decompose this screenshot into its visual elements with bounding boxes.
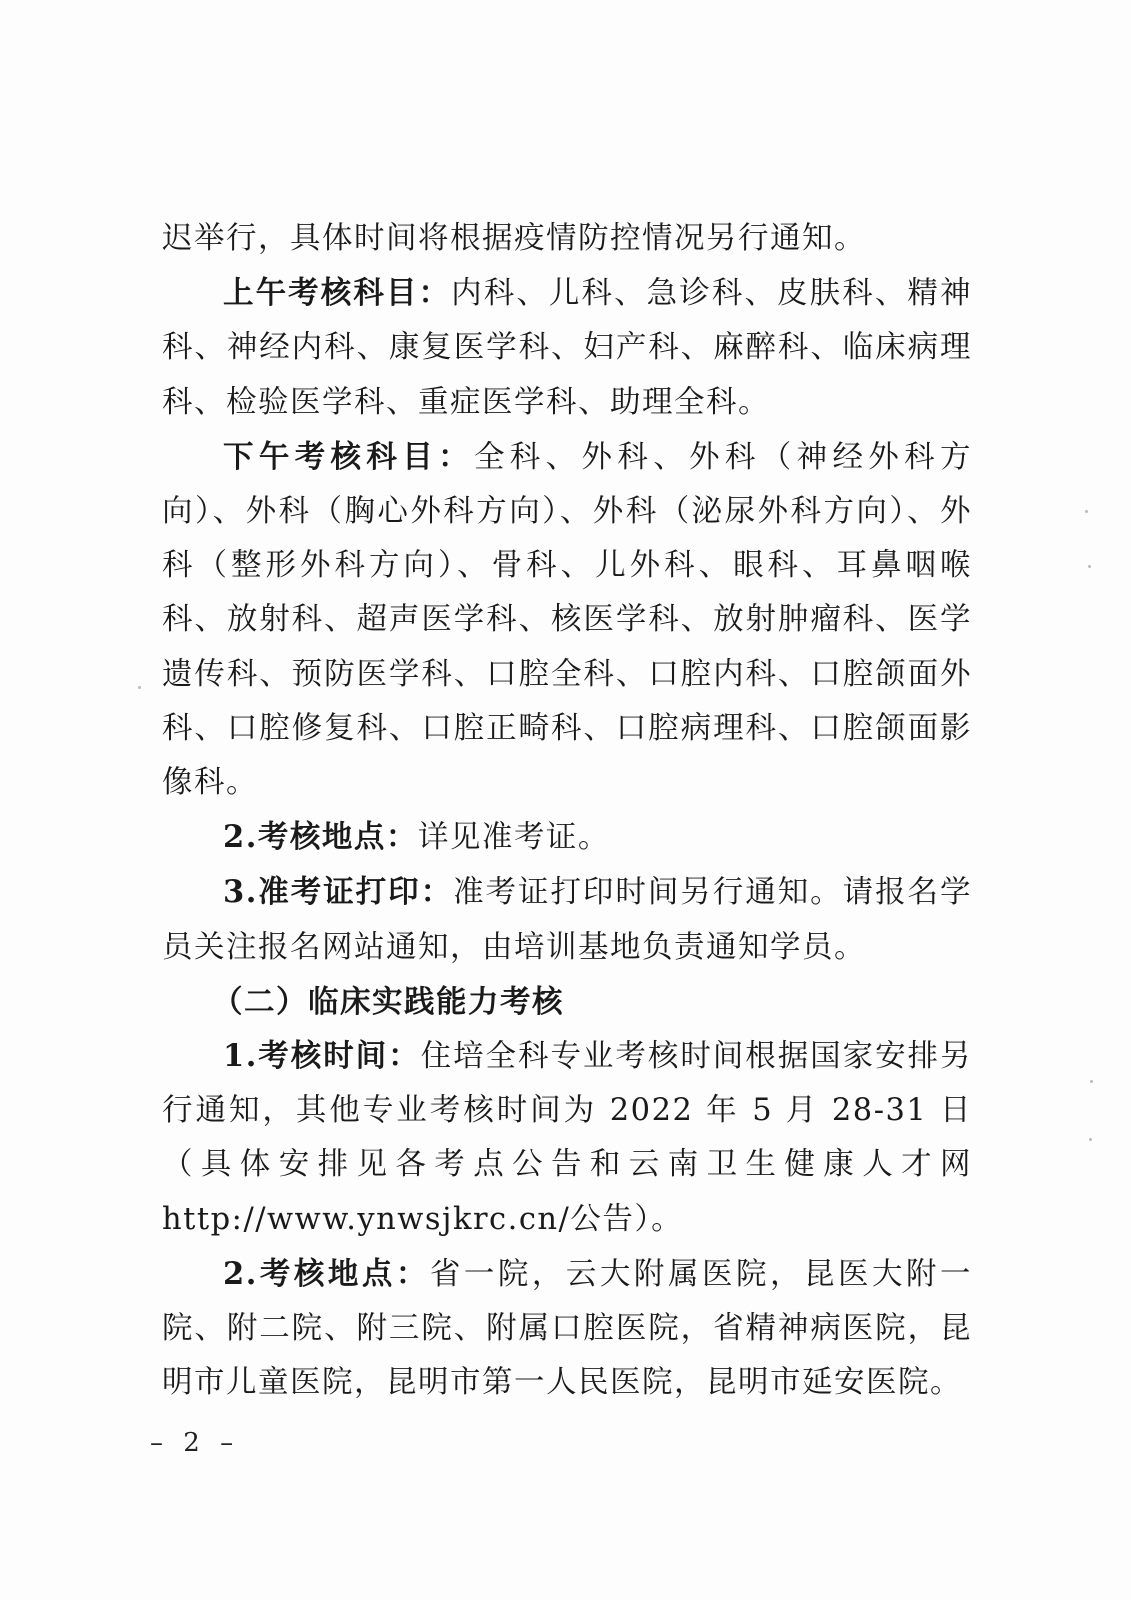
scan-speck [1090, 1080, 1093, 1083]
exam-time-label: 1.考核时间： [223, 1038, 421, 1075]
scan-speck [1085, 510, 1088, 513]
admission-ticket-label: 3.准考证打印： [223, 874, 454, 911]
section-heading-clinical-practice: （二）临床实践能力考核 [212, 983, 564, 1020]
exam-location-text: 详见准考证。 [417, 820, 610, 856]
paragraph-exam-sites [162, 1247, 972, 1411]
admission-ticket-text: 准考证打印时间另行通知。请报名学员关注报名网站通知，由培训基地负责通知学员。 [162, 875, 973, 965]
exam-location-label: 2.考核地点： [223, 819, 418, 856]
afternoon-subjects-label: 下午考核科目： [223, 438, 474, 475]
exam-sites-label: 2.考核地点： [223, 1255, 430, 1292]
page-number: – 2 – [150, 1428, 240, 1458]
document-body [162, 212, 972, 1410]
scan-speck [138, 686, 141, 689]
scan-speck [1089, 1138, 1092, 1141]
paragraph-continuation: 迟举行，具体时间将根据疫情防控情况另行通知。 [162, 221, 866, 256]
exam-sites-text: 省一院，云大附属医院，昆医大附一院、附二院、附三院、附属口腔医院，省精神病医院，昆明市儿童医院，昆明市第一人民医院，昆明市延安医院。 [162, 1256, 973, 1401]
paragraph-afternoon-subjects [162, 430, 972, 810]
paragraph-exam-time [162, 1029, 972, 1247]
paragraph-exam-location [162, 810, 972, 865]
exam-time-text: 住培全科专业考核时间根据国家安排另行通知，其他专业考核时间为 2022 年 5 月 28-31 日（具体安排见各考点公告和云南卫生健康人才网 http://www.ynwsjkrc.cn/公告）。 [162, 1039, 973, 1237]
afternoon-subjects-text: 全科、外科、外科（神经外科方向）、外科（胸心外科方向）、外科（泌尿外科方向）、外科（整形外科方向）、骨科、儿外科、眼科、耳鼻咽喉科、放射科、超声医学科、核医学科、放射肿瘤科、医学遗传科、预防医学科、口腔全科、口腔内科、口腔颌面外科、口腔修复科、口腔正畸科、口腔病理科、口腔颌面影像科。 [162, 439, 973, 801]
morning-subjects-text: 内科、儿科、急诊科、皮肤科、精神科、神经内科、康复医学科、妇产科、麻醉科、临床病理科、检验医学科、重症医学科、助理全科。 [162, 276, 973, 420]
scan-speck [1088, 565, 1091, 568]
morning-subjects-label: 上午考核科目： [223, 275, 452, 312]
paragraph-admission-ticket [162, 865, 972, 974]
paragraph-morning-subjects [162, 266, 972, 430]
